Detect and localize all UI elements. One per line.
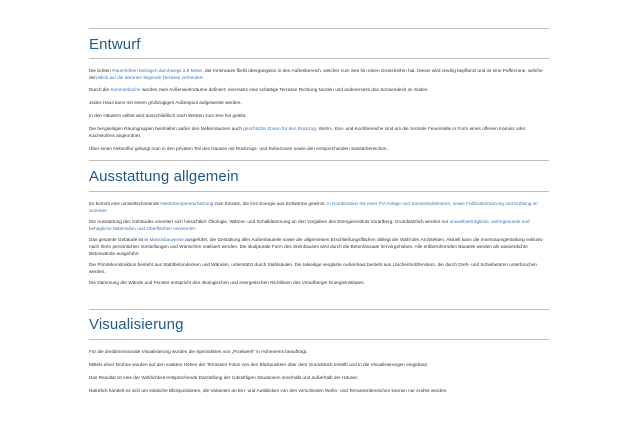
paragraph: Jedes Haus kann mit einem großzügigen Außenpool aufgewertet werden. (89, 100, 242, 106)
paragraph: Natürlich handelt es sich um statische Blickpositionen, die Varianten an Ein- und Ausblicken von den verschieden Wohn- und Terrassenbereichen können nur erahnt werden. (89, 388, 448, 394)
paragraph: Die Ausstattung des Gebäudes orientiert sich hinsichtlich Ökologie, Wärme- und Schalldämmung an den Vorgaben des Energieinstituts Vorarlberg. Grundsätzlich werden nur umweltverträgliche, wohngesunde und behagliche Materialien und Oberflächen verwendet. (89, 219, 530, 231)
link-raumhoehen[interactable]: Raumhöhen betragen durchwegs 2.8 Meter (112, 68, 203, 73)
section-body-ausstattung (89, 201, 549, 287)
section-heading-ausstattung: Ausstattung allgemein (89, 168, 239, 185)
section-divider (89, 160, 549, 161)
paragraph: In den Häusern selbst wird ausschließlich nach Westen zum See hin gelebt. (89, 113, 247, 119)
paragraph: Über einen Nebenflur gelangt man in den privaten Teil des Hauses mit Rückzugs- und Ruhezonen sowie den entsprechenden Sanitärbereichen. (89, 145, 388, 151)
link-materialien[interactable]: umweltverträgliche, wohngesunde und behagliche Materialien und Oberflächen verwendet (89, 219, 530, 231)
paragraph: Die Primärkonstruktion besteht aus Stahlbetondecken und Wänden, unterstützt durch Stahlsäulen. Die talseitige verglaste Außenhaut besteht aus Lärchenholzfenstern, die durch Dreh- und Schiebetüren unterbrochen werden. (89, 262, 537, 274)
section-divider (89, 339, 549, 340)
section-divider (89, 309, 549, 310)
paragraph: Die bergseitigen Raumgruppen beinhalten außer den Nebenräumen auch geschützte Zonen für den Rückzug. Wohn-, Ess- und Kochbereiche sind um die zentrale Feuerstelle in Form eines offenen Kamins oder Kachelofens angeordnet. (89, 126, 526, 139)
link-geschuetzte-zonen[interactable]: geschützte Zonen für den Rückzug (243, 126, 316, 132)
paragraph: Das gesamte Gebäude ist in Massivbauweise ausgeführt, die Gestaltung aller Außenbauteile sowie der allgemeinen Erschließungsflächen obliegt der Wahl des Architekten. Aktuell kann die Innenraumgestaltung exklusiv nach Ihren persönlichen Vorstellungen und Wünschen realisiert werden. Die skulpturale Form des Steinhauses wird durch die Betonfassade hervorgehoben. Alle erdberührenden Bauteile werden als wasserdichte Betonwände ausgeführt. (89, 237, 543, 256)
section-heading-visualisierung: Visualisierung (89, 316, 184, 333)
link-sommerkueche[interactable]: Sommerküche (110, 87, 141, 93)
section-heading-entwurf: Entwurf (89, 36, 141, 53)
section-divider (89, 58, 549, 59)
section-divider (89, 28, 549, 29)
link-massivbauweise[interactable]: Massivbauweise (149, 237, 184, 243)
paragraph: Die lichten Raumhöhen betragen durchwegs 2.8 Meter, der Innenraum fließt übergangslos in den Außenbereich, welcher zum See hin einen Grünstreifen hat. Dieser wird niedrig bepflanzt und ist eine Pufferzone, welche den Blick auf die darunter liegende Terrasse verhindert. (89, 68, 543, 80)
paragraph: Das Resultat ist eine der Wirklichkeit entsprechende Darstellung der zukünftigen Situationen innerhalb und außerhalb der Häuser. (89, 375, 359, 381)
section-body-visualisierung (89, 349, 549, 395)
link-blick-terrasse[interactable]: Blick auf die darunter liegende Terrasse verhindert (98, 74, 203, 80)
paragraph: Durch die Sommerküche werden zwei Außenwohnräume definiert: einerseits eine schattige Terrasse Richtung Norden und andererseits das Sonnendeck im Süden. (89, 87, 429, 93)
section-body-entwurf (89, 68, 549, 152)
paragraph: Die Dämmung der Wände und Fenster entspricht den ökologischen und energetischen Richtlinien des Vorarlberger Energieinstitutes. (89, 280, 365, 286)
link-niedertemperaturheizung[interactable]: Niedertemperaturheizung (160, 201, 214, 206)
section-divider (89, 191, 549, 192)
paragraph: Für die dreidimensionale Visualisierung wurden die Spezialisten von „Pixelwerk" in Hohenems beauftragt. (89, 349, 308, 354)
paragraph: Mittels einer Drohne wurden auf den exakten Höhen der Terrassen Fotos von den Blickpunkten über dem Grundstück erstellt und in die Visualisierungen eingebaut. (89, 362, 429, 368)
paragraph: Es kommt eine umweltschonende Niedertemperaturheizung zum Einsatz, die ihre Energie aus Erdwärme gewinnt, in Kombination mit einer PV-Anlage und Sonnenkollektoren, sowie Fußbodenheizung und Kühlung im Sommer. (89, 201, 538, 213)
link-pv-anlage[interactable]: in Kombination mit einer PV-Anlage und Sonnenkollektoren, sowie Fußbodenheizung und Kühlung im Sommer (89, 201, 538, 213)
